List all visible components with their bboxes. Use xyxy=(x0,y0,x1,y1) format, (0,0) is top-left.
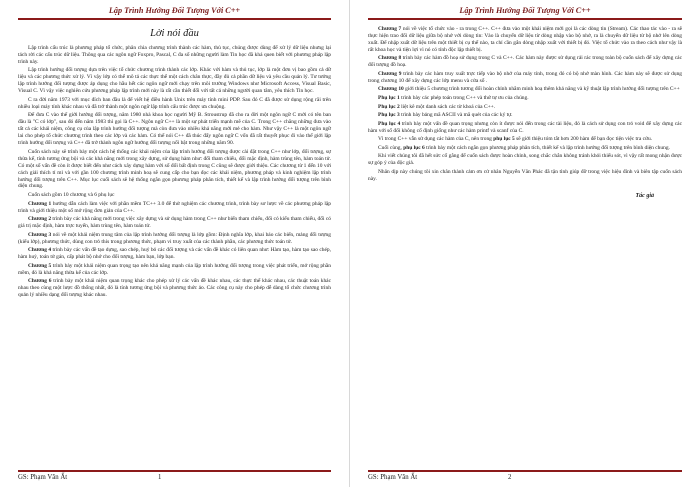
paragraph-text: Lập trình hướng đối tượng dựa trên việc tổ chức chương trình thành các lớp. Khác với hàm và thủ tục, lớp là một đơn vị bao gồm cả dữ liệu và các phương thức xử lý. Vì vậy lớp có thể mô tả các thực thể một cách chân thực, đầy đủ cả phần dữ liệu và yêu cầu quản lý. Tư tưởng lập trình hướng đối tượng được áp dụng cho hầu hết các ngôn ngữ mới chạy trên môi trường Windows như Microsoft Access, Visual Basic, Visual C. Vì vậy việc nghiên cứu phương pháp lập trình mới này là rất cần thiết đối với tất cả những người quan tâm, yêu thích Tin học. xyxy=(18,67,331,95)
paragraph xyxy=(18,278,331,299)
paragraph-text: liệt kê một danh sách các từ khoá của C++. xyxy=(399,103,496,110)
paragraph xyxy=(368,121,682,135)
paragraph xyxy=(368,153,682,167)
page-footer xyxy=(368,470,682,484)
paragraph xyxy=(368,145,682,152)
page-number: 2 xyxy=(508,474,512,481)
paragraph-text: hướng dẫn cách làm việc với phần mềm TC++ 3.0 để thử nghiệm các chương trình, trình bày sơ lược về các phương pháp lập trình và giới thiệu một số mở rộng đơn giản của C++. xyxy=(18,200,331,214)
paragraph xyxy=(18,67,331,95)
paragraph xyxy=(368,136,682,143)
paragraph xyxy=(18,149,331,191)
section-label: Chương 1 xyxy=(28,200,52,207)
footer-author: GS: Phạm Văn Ất xyxy=(368,474,418,481)
paragraph xyxy=(18,232,331,246)
paragraph-text: trình bày một khái niệm quan trọng khác cho phép xử lý các vấn đề khác nhau, các thực thể khác nhau, các thuật toán khác nhau theo cùng một lược đồ thống nhất, đó là tính tương ứng bội và phương thức ảo. Các công cụ này cho phép dễ dàng tổ chức chương trình quản lý nhiều dạng đối tượng khác nhau. xyxy=(18,278,331,298)
paragraph-text: Cuối cùng, xyxy=(378,144,404,151)
paragraph-text: sẽ giới thiệu tóm tắt hơn 200 hàm để bạn đọc tiện việc tra cứu. xyxy=(514,136,653,143)
paragraph-text: trình bày các hàm đồ hoạ sử dụng trong C và C++. Các hàm này được sử dụng rải rác trong toàn bộ cuốn sách để xây dựng các đối tượng đồ hoạ. xyxy=(368,55,683,69)
paragraph-text: trình bày một vấn đề quan trọng nhưng còn ít được nói đến trong các tài liệu, đó là cách sử dụng con trỏ void để xây dựng các hàm với số đối không cố định giống như các hàm printf và scanf của C. xyxy=(368,120,682,134)
paragraph xyxy=(368,112,682,119)
paragraph xyxy=(368,55,682,69)
paragraph-text: Cuốn sách gồm 10 chương và 6 phụ lục xyxy=(28,192,115,199)
section-label: Chương 6 xyxy=(28,278,52,285)
paragraph-text: trình bày bảng mã ASCII và mã quét của các ký tự. xyxy=(399,112,513,119)
section-label: Phụ lục 2 xyxy=(378,103,400,110)
section-label: Chương 7 xyxy=(378,26,402,32)
section-label: Chương 2 xyxy=(28,216,52,223)
paragraph xyxy=(18,263,331,277)
author-signature: Tác giả xyxy=(635,192,654,199)
page-number: 1 xyxy=(158,474,162,481)
paragraph xyxy=(368,95,682,102)
paragraph-text: trình bày một cách ngắn gọn phương pháp phân tích, thiết kế và lập trình hướng đối tượng trên bình diện chung. xyxy=(424,144,670,151)
section-label: Phụ lục 3 xyxy=(378,112,400,119)
paragraph-text: Khi viết chúng tôi đã hết sức cố gắng để cuốn sách được hoàn chỉnh, song chắc chắn không tránh khỏi thiếu sót, vì vậy rất mong nhận được sự góp ý của độc giả. xyxy=(368,153,682,167)
paragraph-text: trình bày một khái niệm quan trọng tạo nên khả năng mạnh của lập trình hướng đối tượng trong việc phát triển, mở rộng phần mềm, đó là khả năng thừa kế của các lớp. xyxy=(18,262,332,276)
paragraph-text: Cuốn sách này sẽ trình bày một cách hệ thống các khái niệm của lập trình hướng đối tượng được cài đặt trong C++ như lớp, đối tượng, sự thừa kế, tính tương ứng bội và các khả năng mới trong xây dựng, sử dụng hàm như: đối tham chiếu, đối mặc định, hàm trùng tên, hàm toán tử. Có một số vấn đề còn ít được biết đến như cách xây dựng hàm với số đối bất định trong C cũng sẽ được giới thiệu. Các chương từ 1 đến 10 với cách giải thích tỉ mỉ và với gần 100 chương trình minh hoạ sẽ cung cấp cho bạn đọc các khái niệm, phương pháp và kinh nghiệm lập trình hướng đối tượng trên C++. Mục lục cuối sách sẽ hệ thống ngắn gọn phương pháp phân tích, thiết kế và lập trình hướng đối tượng trên bình diện chung. xyxy=(18,148,331,190)
section-label: Phụ lục 4 xyxy=(378,120,401,127)
section-label: Phụ lục 1 xyxy=(378,94,400,101)
paragraph xyxy=(18,216,331,230)
paragraph xyxy=(368,71,682,85)
section-label: Chương 10 xyxy=(378,86,404,93)
paragraph-text: Để đưa C vào thế giới hướng đối tượng, năm 1980 nhà khoa học người Mỹ B. Stroustrup đã cho ra đời một ngôn ngữ C mới có tên ban đầu là "C có lớp", sau đó đến năm 1983 thì gọi là C++. Ngôn ngữ C++ là một sự phát triển mạnh mẽ của C. Trong C++ chẳng những đưa vào tất cả các khái niệm, công cụ của lập trình hướng đối tượng mà còn đưa vào nhiều khả năng mới mẻ cho hàm. Như vậy C++ là một ngôn ngữ lai cho phép tổ chức chương trình theo các lớp và các hàm. Có thể nói C++ đã thúc đẩy ngôn ngữ C vốn đã rất thuyết phục đi vào thế giới lập trình hướng đối tượng và C++ đã trở thành ngôn ngữ hướng đối tượng nổi bật trong những năm 90. xyxy=(18,112,331,147)
paragraph xyxy=(18,192,331,199)
section-label: phụ lục 6 xyxy=(403,144,425,151)
paragraph xyxy=(368,104,682,111)
paragraph-text: Lập trình cấu trúc là phương pháp tổ chức, phân chia chương trình thành các hàm, thủ tục, chúng được dùng để xử lý dữ liệu nhưng lại tách rời các cấu trúc dữ liệu. Thông qua các ngôn ngữ Foxpro, Pascal, C đa số những người làm Tin học đã khá quen biết với phương pháp lập trình này. xyxy=(18,45,331,65)
page-footer xyxy=(18,470,331,484)
section-label: phụ lục 5 xyxy=(493,136,515,143)
footer-author: GS: Phạm Văn Ất xyxy=(18,474,68,481)
paragraph xyxy=(368,26,682,54)
page-1-body xyxy=(18,45,331,299)
section-label: Chương 8 xyxy=(378,55,402,62)
section-label: Chương 4 xyxy=(28,247,52,254)
paragraph-text: giới thiệu 5 chương trình tương đối hoàn chỉnh nhằm minh hoạ thêm khả năng và kỹ thuật lập trình hướng đối tượng trên C++ xyxy=(403,86,680,93)
page-2 xyxy=(350,0,700,487)
paragraph-text: trình bày các hàm truy xuất trực tiếp vào bộ nhớ của máy tính, trong đó có bộ nhớ màn hình. Các hàm này sẽ được sử dụng trong chương 10 để xây dựng các lớp menu và cửa sổ . xyxy=(368,70,683,84)
page-header: Lập Trình Hướng Đối Tượng Với C++ xyxy=(368,6,682,20)
paragraph-text: C ra đời năm 1973 với mục đích ban đầu là để viết hệ điều hành Unix trên máy tính mini PDP. Sau đó C đã được sử dụng rộng rãi trên nhiều loại máy tính khác nhau và đã trở thành một ngôn ngữ lập trình cấu trúc được ưa chuộng. xyxy=(18,96,331,110)
page-header: Lập Trình Hướng Đối Tượng Với C++ xyxy=(18,6,331,20)
paragraph-text: trình bày các khả năng mới trong việc xây dựng và sử dụng hàm trong C++ như biến tham chiếu, đối có kiểu tham chiếu, đối có giá trị mặc định, hàm trực tuyến, hàm trùng tên, hàm toán tử. xyxy=(18,216,331,230)
paragraph-text: trình bày các phép toán trong C++ và thứ tự ưu của chúng. xyxy=(399,94,529,101)
paragraph xyxy=(368,86,682,93)
paragraph xyxy=(368,169,682,183)
paragraph-text: nói về một khái niệm trung tâm của lập trình hướng đối tượng là lớp gồm: Định nghĩa lớp, khai báo các biến, mảng đối tượng (kiểu lớp), phương thức, dùng con trỏ this trong phương thức, phạm vi truy xuất của các thành phần, các phương thức toán tử. xyxy=(18,231,331,245)
section-label: Chương 5 xyxy=(28,262,52,269)
paragraph xyxy=(18,201,331,215)
paragraph xyxy=(18,247,331,261)
paragraph-text: nói về việc tổ chức vào - ra trong C++. C++ đưa vào một khái niệm mới gọi là các dòng tin (Stream). Các thao tác vào - ra sẽ thực hiện trao đổi dữ liệu giữa bộ nhớ với dòng tin: Vào là chuyển dữ liệu từ dòng nhập vào bộ nhớ, ra là chuyển dữ liệu từ bộ nhớ lên dòng xuất. Để nhập xuất dữ liệu trên một thiết bị cụ thể nào, ta chỉ cần gắn dòng nhập xuất với thiết bị đó. Việc tổ chức vào ra theo cách như vậy là rất khoa học và tiện lợi vì nó có tính độc lập thiết bị. xyxy=(368,26,682,53)
paragraph xyxy=(18,97,331,111)
paragraph xyxy=(18,45,331,66)
paragraph-text: Nhân dịp này chúng tôi xin chân thành cảm ơn cử nhân Nguyễn Văn Phác đã tận tình giúp đỡ trong việc hiệu đính và biên tập cuốn sách này. xyxy=(368,168,682,182)
section-label: Chương 9 xyxy=(378,70,402,77)
paragraph-text: trình bày các vấn đề tạo dựng, sao chép, huỷ bỏ các đối tượng và các vấn đề khác có liên quan như: Hàm tạo, hàm tạo sao chép, hàm huỷ, toán tử gán, cấp phát bộ nhớ cho đối tượng, hàm bạn, lớp bạn. xyxy=(18,247,331,261)
document-title: Lời nói đầu xyxy=(150,28,199,39)
paragraph-text: Vì trong C++ vẫn sử dụng các hàm của C, nên trong xyxy=(378,136,494,143)
section-label: Chương 3 xyxy=(28,231,52,238)
page-2-body xyxy=(368,26,682,183)
paragraph xyxy=(18,112,331,147)
